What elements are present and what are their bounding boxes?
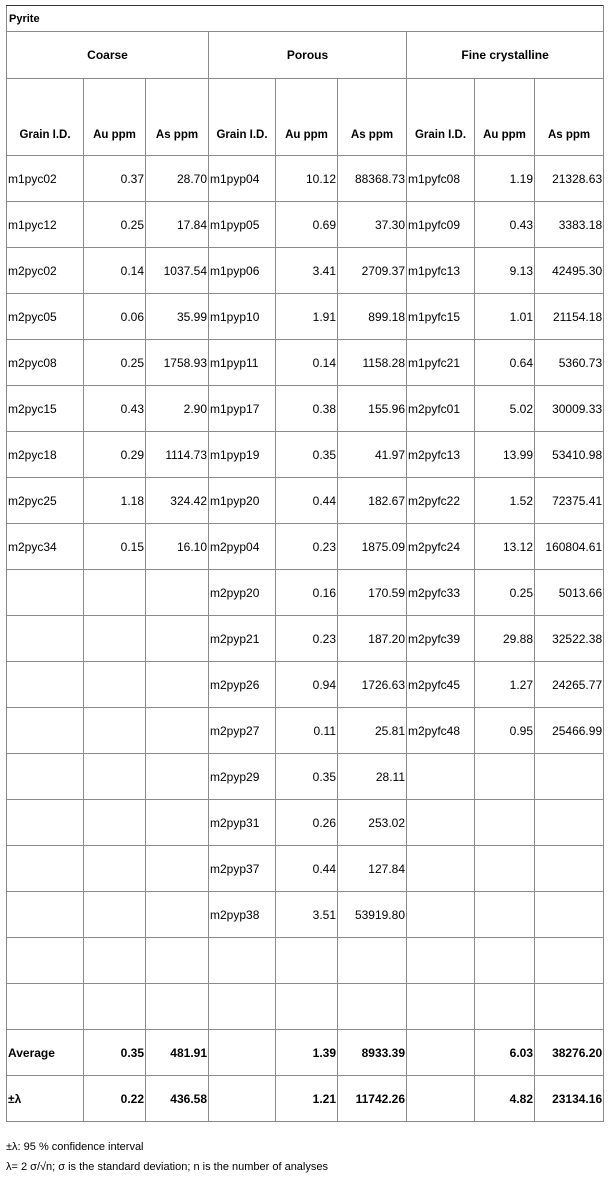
table-cell-porous-grain-id: m1pyp20 (209, 478, 276, 524)
table-cell-fine-au-ppm: 4.82 (475, 1076, 535, 1122)
table-cell-fine-grain-id: m1pyfc15 (407, 294, 475, 340)
table-cell-coarse-grain-id (7, 846, 84, 892)
table-cell-porous-grain-id: m2pyp29 (209, 754, 276, 800)
table-cell-porous-grain-id: m1pyp04 (209, 156, 276, 202)
table-cell-porous-as-ppm: 53919.80 (338, 892, 407, 938)
table-row (7, 478, 604, 524)
table-row (7, 708, 604, 754)
table-cell-porous-au-ppm: 0.35 (276, 432, 338, 478)
table-cell-coarse-as-ppm (146, 846, 209, 892)
table-cell-fine-as-ppm (535, 984, 604, 1030)
table-cell-coarse-as-ppm: 1114.73 (146, 432, 209, 478)
table-cell-fine-grain-id: m2pyfc48 (407, 708, 475, 754)
table-cell-coarse-grain-id: m2pyc34 (7, 524, 84, 570)
table-cell-porous-grain-id: m2pyp31 (209, 800, 276, 846)
table-cell-fine-grain-id (407, 892, 475, 938)
table-cell-porous-grain-id (209, 1030, 276, 1076)
table-cell-coarse-grain-id: m1pyc12 (7, 202, 84, 248)
table-cell-fine-au-ppm (475, 892, 535, 938)
table-cell-porous-au-ppm: 1.39 (276, 1030, 338, 1076)
table-cell-porous-as-ppm: 28.11 (338, 754, 407, 800)
group-header-row (7, 32, 604, 79)
table-cell-fine-as-ppm: 32522.38 (535, 616, 604, 662)
table-cell-porous-au-ppm: 0.23 (276, 524, 338, 570)
table-cell-porous-as-ppm: 170.59 (338, 570, 407, 616)
table-cell-fine-grain-id: m2pyfc33 (407, 570, 475, 616)
table-caption: Pyrite (7, 6, 604, 32)
table-cell-coarse-as-ppm (146, 938, 209, 984)
table-cell-porous-au-ppm: 0.16 (276, 570, 338, 616)
table-cell-porous-au-ppm: 0.14 (276, 340, 338, 386)
table-cell-fine-as-ppm (535, 800, 604, 846)
table-cell-fine-as-ppm: 160804.61 (535, 524, 604, 570)
table-cell-coarse-au-ppm (84, 846, 146, 892)
table-cell-coarse-au-ppm: 0.35 (84, 1030, 146, 1076)
table-row (7, 432, 604, 478)
table-cell-porous-as-ppm: 899.18 (338, 294, 407, 340)
table-cell-porous-as-ppm: 88368.73 (338, 156, 407, 202)
table-row (7, 892, 604, 938)
table-cell-coarse-grain-id (7, 662, 84, 708)
table-cell-fine-grain-id: m1pyfc21 (407, 340, 475, 386)
table-cell-coarse-as-ppm: 481.91 (146, 1030, 209, 1076)
group-header-coarse: Coarse (7, 32, 209, 79)
table-cell-fine-grain-id (407, 1076, 475, 1122)
table-cell-coarse-au-ppm: 0.37 (84, 156, 146, 202)
table-cell-fine-as-ppm: 5013.66 (535, 570, 604, 616)
table-cell-coarse-as-ppm: 35.99 (146, 294, 209, 340)
table-cell-coarse-au-ppm: 0.25 (84, 340, 146, 386)
column-header-porous-as-ppm: As ppm (338, 79, 407, 156)
table-cell-porous-au-ppm: 0.44 (276, 478, 338, 524)
table-cell-fine-grain-id (407, 846, 475, 892)
table-cell-porous-grain-id: m2pyp20 (209, 570, 276, 616)
table-cell-coarse-grain-id: m2pyc25 (7, 478, 84, 524)
table-cell-fine-grain-id: m2pyfc01 (407, 386, 475, 432)
summary-row (7, 1030, 604, 1076)
table-cell-coarse-au-ppm (84, 892, 146, 938)
column-header-porous-grain-id: Grain I.D. (209, 79, 276, 156)
table-cell-coarse-as-ppm: 2.90 (146, 386, 209, 432)
table-row (7, 616, 604, 662)
table-row (7, 248, 604, 294)
table-cell-coarse-au-ppm (84, 662, 146, 708)
table-cell-porous-au-ppm: 1.91 (276, 294, 338, 340)
table-cell-porous-grain-id (209, 938, 276, 984)
table-cell-coarse-au-ppm: 1.18 (84, 478, 146, 524)
column-header-fine-au-ppm: Au ppm (475, 79, 535, 156)
table-row (7, 662, 604, 708)
table-cell-coarse-as-ppm (146, 984, 209, 1030)
table-cell-fine-as-ppm: 25466.99 (535, 708, 604, 754)
table-cell-coarse-au-ppm: 0.25 (84, 202, 146, 248)
table-row (7, 340, 604, 386)
table-cell-coarse-as-ppm (146, 570, 209, 616)
table-cell-porous-grain-id: m1pyp17 (209, 386, 276, 432)
table-cell-fine-au-ppm (475, 846, 535, 892)
table-cell-coarse-as-ppm (146, 892, 209, 938)
table-cell-coarse-grain-id (7, 800, 84, 846)
table-cell-fine-grain-id: m2pyfc22 (407, 478, 475, 524)
table-cell-porous-au-ppm: 0.69 (276, 202, 338, 248)
table-cell-fine-au-ppm: 0.95 (475, 708, 535, 754)
table-row (7, 800, 604, 846)
table-cell-fine-as-ppm: 42495.30 (535, 248, 604, 294)
table-cell-porous-grain-id: m1pyp06 (209, 248, 276, 294)
table-cell-porous-as-ppm: 41.97 (338, 432, 407, 478)
table-cell-coarse-grain-id (7, 892, 84, 938)
column-header-porous-au-ppm: Au ppm (276, 79, 338, 156)
table-cell-porous-au-ppm: 0.23 (276, 616, 338, 662)
table-cell-fine-au-ppm: 1.52 (475, 478, 535, 524)
table-cell-porous-grain-id: m2pyp38 (209, 892, 276, 938)
table-cell-porous-as-ppm: 187.20 (338, 616, 407, 662)
table-cell-porous-grain-id: m2pyp04 (209, 524, 276, 570)
summary-row (7, 1076, 604, 1122)
table-cell-fine-grain-id: m2pyfc24 (407, 524, 475, 570)
table-cell-coarse-as-ppm (146, 754, 209, 800)
table-cell-fine-as-ppm: 21154.18 (535, 294, 604, 340)
table-cell-porous-as-ppm: 182.67 (338, 478, 407, 524)
table-cell-coarse-au-ppm (84, 754, 146, 800)
table-cell-porous-as-ppm: 8933.39 (338, 1030, 407, 1076)
table-cell-porous-au-ppm: 10.12 (276, 156, 338, 202)
table-cell-porous-as-ppm: 25.81 (338, 708, 407, 754)
table-cell-coarse-as-ppm: 436.58 (146, 1076, 209, 1122)
table-cell-fine-au-ppm (475, 754, 535, 800)
column-header-coarse-as-ppm: As ppm (146, 79, 209, 156)
table-cell-porous-grain-id: m1pyp05 (209, 202, 276, 248)
table-cell-coarse-au-ppm (84, 800, 146, 846)
table-cell-fine-au-ppm (475, 938, 535, 984)
table-cell-porous-au-ppm: 0.38 (276, 386, 338, 432)
table-cell-porous-as-ppm: 1875.09 (338, 524, 407, 570)
table-cell-coarse-grain-id: m2pyc02 (7, 248, 84, 294)
table-cell-coarse-as-ppm: 17.84 (146, 202, 209, 248)
table-cell-fine-grain-id: m2pyfc45 (407, 662, 475, 708)
table-cell-coarse-grain-id (7, 938, 84, 984)
table-cell-coarse-grain-id (7, 984, 84, 1030)
table-cell-coarse-as-ppm: 28.70 (146, 156, 209, 202)
table-cell-fine-au-ppm: 6.03 (475, 1030, 535, 1076)
table-cell-porous-as-ppm: 253.02 (338, 800, 407, 846)
table-cell-porous-as-ppm: 127.84 (338, 846, 407, 892)
table-row (7, 846, 604, 892)
table-cell-fine-as-ppm: 38276.20 (535, 1030, 604, 1076)
table-cell-porous-au-ppm: 1.21 (276, 1076, 338, 1122)
table-cell-coarse-as-ppm (146, 616, 209, 662)
table-cell-fine-au-ppm: 13.12 (475, 524, 535, 570)
table-cell-fine-grain-id: m2pyfc39 (407, 616, 475, 662)
table-cell-coarse-grain-id: m2pyc08 (7, 340, 84, 386)
table-cell-fine-au-ppm (475, 984, 535, 1030)
table-cell-fine-grain-id: m1pyfc08 (407, 156, 475, 202)
table-cell-fine-au-ppm (475, 800, 535, 846)
table-cell-porous-as-ppm: 1158.28 (338, 340, 407, 386)
table-cell-fine-grain-id (407, 754, 475, 800)
table-cell-coarse-grain-id (7, 708, 84, 754)
column-header-row (7, 79, 604, 156)
table-cell-fine-au-ppm: 0.25 (475, 570, 535, 616)
table-cell-porous-au-ppm: 0.44 (276, 846, 338, 892)
table-caption-row (7, 6, 604, 32)
table-cell-porous-au-ppm (276, 984, 338, 1030)
table-cell-fine-grain-id: m1pyfc09 (407, 202, 475, 248)
table-cell-porous-au-ppm: 0.94 (276, 662, 338, 708)
table-cell-coarse-as-ppm: 16.10 (146, 524, 209, 570)
table-cell-porous-as-ppm: 1726.63 (338, 662, 407, 708)
table-cell-fine-grain-id (407, 1030, 475, 1076)
table-cell-coarse-au-ppm (84, 938, 146, 984)
table-cell-fine-grain-id (407, 800, 475, 846)
column-header-coarse-grain-id: Grain I.D. (7, 79, 84, 156)
column-header-fine-as-ppm: As ppm (535, 79, 604, 156)
table-cell-fine-au-ppm: 29.88 (475, 616, 535, 662)
table-cell-coarse-grain-id (7, 616, 84, 662)
table-cell-coarse-au-ppm (84, 984, 146, 1030)
table-cell-fine-grain-id: m2pyfc13 (407, 432, 475, 478)
table-cell-porous-grain-id: m2pyp27 (209, 708, 276, 754)
table-cell-porous-au-ppm: 0.11 (276, 708, 338, 754)
table-cell-fine-au-ppm: 13.99 (475, 432, 535, 478)
table-cell-fine-as-ppm (535, 754, 604, 800)
column-header-coarse-au-ppm: Au ppm (84, 79, 146, 156)
table-cell-coarse-grain-id: m2pyc18 (7, 432, 84, 478)
footnote-confidence-interval: ±λ: 95 % confidence interval (6, 1141, 144, 1153)
table-cell-coarse-as-ppm: 1037.54 (146, 248, 209, 294)
table-row (7, 938, 604, 984)
table-cell-coarse-as-ppm (146, 708, 209, 754)
table-cell-porous-au-ppm: 3.51 (276, 892, 338, 938)
table-cell-fine-as-ppm (535, 846, 604, 892)
table-cell-fine-as-ppm: 23134.16 (535, 1076, 604, 1122)
table-row (7, 156, 604, 202)
table-cell-fine-au-ppm: 5.02 (475, 386, 535, 432)
table-cell-fine-au-ppm: 0.43 (475, 202, 535, 248)
table-cell-coarse-grain-id: Average (7, 1030, 84, 1076)
table-cell-fine-au-ppm: 1.27 (475, 662, 535, 708)
table-cell-coarse-au-ppm: 0.15 (84, 524, 146, 570)
table-row (7, 524, 604, 570)
table-cell-coarse-au-ppm: 0.43 (84, 386, 146, 432)
table-cell-porous-grain-id: m1pyp19 (209, 432, 276, 478)
table-cell-fine-au-ppm: 1.01 (475, 294, 535, 340)
table-cell-porous-as-ppm: 11742.26 (338, 1076, 407, 1122)
table-cell-coarse-grain-id: m2pyc05 (7, 294, 84, 340)
table-cell-coarse-as-ppm (146, 662, 209, 708)
table-cell-porous-au-ppm (276, 938, 338, 984)
table-cell-porous-as-ppm: 37.30 (338, 202, 407, 248)
table-cell-porous-grain-id: m2pyp26 (209, 662, 276, 708)
group-header-porous: Porous (209, 32, 407, 79)
table-cell-coarse-as-ppm: 324.42 (146, 478, 209, 524)
table-cell-fine-au-ppm: 1.19 (475, 156, 535, 202)
table-cell-porous-grain-id (209, 984, 276, 1030)
table-cell-fine-as-ppm (535, 938, 604, 984)
table-cell-coarse-grain-id (7, 754, 84, 800)
table-cell-coarse-grain-id: m2pyc15 (7, 386, 84, 432)
column-header-fine-grain-id: Grain I.D. (407, 79, 475, 156)
table-cell-fine-grain-id (407, 938, 475, 984)
table-cell-coarse-au-ppm: 0.06 (84, 294, 146, 340)
table-row (7, 294, 604, 340)
table-cell-coarse-au-ppm: 0.22 (84, 1076, 146, 1122)
table-cell-coarse-grain-id: m1pyc02 (7, 156, 84, 202)
table-cell-porous-as-ppm: 155.96 (338, 386, 407, 432)
table-cell-porous-grain-id: m2pyp37 (209, 846, 276, 892)
table-cell-fine-as-ppm: 24265.77 (535, 662, 604, 708)
footnote-lambda-definition: λ= 2 σ/√n; σ is the standard deviation; n is the number of analyses (6, 1161, 328, 1173)
table-cell-porous-as-ppm: 2709.37 (338, 248, 407, 294)
table-row (7, 754, 604, 800)
table-cell-fine-as-ppm: 72375.41 (535, 478, 604, 524)
table-cell-fine-grain-id: m1pyfc13 (407, 248, 475, 294)
table-cell-fine-as-ppm (535, 892, 604, 938)
table-cell-coarse-as-ppm: 1758.93 (146, 340, 209, 386)
table-row (7, 386, 604, 432)
table-cell-porous-as-ppm (338, 984, 407, 1030)
table-cell-coarse-au-ppm (84, 708, 146, 754)
group-header-fine-crystalline: Fine crystalline (407, 32, 604, 79)
table-cell-porous-au-ppm: 0.35 (276, 754, 338, 800)
table-cell-coarse-au-ppm: 0.14 (84, 248, 146, 294)
table-cell-coarse-au-ppm (84, 570, 146, 616)
table-cell-coarse-as-ppm (146, 800, 209, 846)
table-cell-porous-grain-id: m2pyp21 (209, 616, 276, 662)
table-cell-porous-grain-id: m1pyp10 (209, 294, 276, 340)
table-cell-porous-grain-id (209, 1076, 276, 1122)
table-cell-coarse-au-ppm (84, 616, 146, 662)
table-cell-coarse-grain-id (7, 570, 84, 616)
table-cell-coarse-au-ppm: 0.29 (84, 432, 146, 478)
table-cell-fine-as-ppm: 3383.18 (535, 202, 604, 248)
table-cell-fine-grain-id (407, 984, 475, 1030)
table-cell-fine-as-ppm: 21328.63 (535, 156, 604, 202)
table-cell-fine-au-ppm: 0.64 (475, 340, 535, 386)
table-cell-porous-au-ppm: 3.41 (276, 248, 338, 294)
table-row (7, 202, 604, 248)
table-row (7, 984, 604, 1030)
table-row (7, 570, 604, 616)
table-cell-fine-as-ppm: 53410.98 (535, 432, 604, 478)
table-cell-fine-as-ppm: 5360.73 (535, 340, 604, 386)
table-cell-coarse-grain-id: ±λ (7, 1076, 84, 1122)
table-cell-porous-grain-id: m1pyp11 (209, 340, 276, 386)
pyrite-table (6, 5, 604, 1122)
table-cell-porous-as-ppm (338, 938, 407, 984)
table-cell-porous-au-ppm: 0.26 (276, 800, 338, 846)
table-cell-fine-as-ppm: 30009.33 (535, 386, 604, 432)
table-cell-fine-au-ppm: 9.13 (475, 248, 535, 294)
